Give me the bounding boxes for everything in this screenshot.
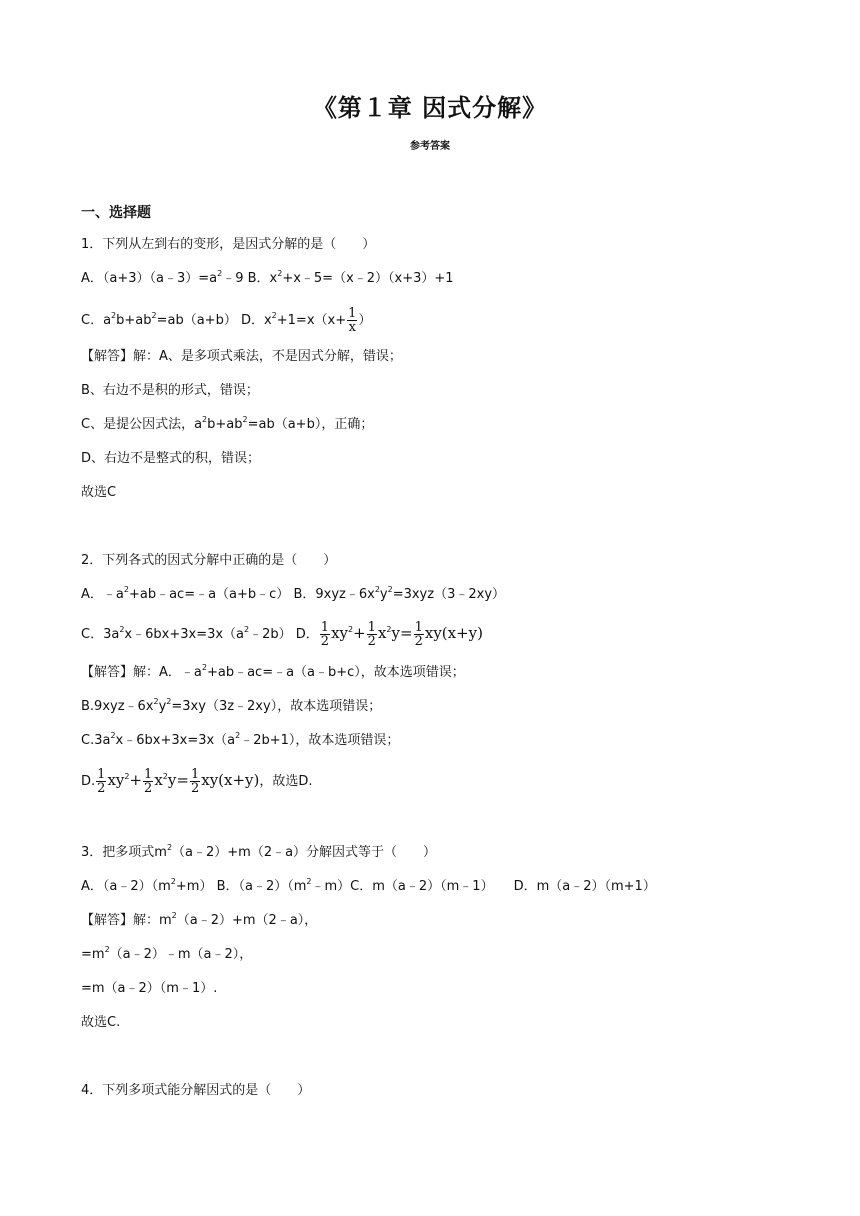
q1-options-cd: C．$a^2b+ab^2=ab(a+b)$ D．$x^2+1=x(x+$ $\frac{1}{x}$ ） [81,306,372,335]
q1-stem: 1．下列从左到右的变形，是因式分解的是（ ） [81,237,376,252]
fraction: $\frac{1}{2}$ [320,620,330,649]
fraction: $\frac{1}{2}$ [367,620,376,649]
page-subtitle: 参考答案 [410,141,450,152]
q1-answer-b: B、右边不是积的形式，错误； [81,383,259,398]
q3-answer-2: $=m^2(a﹣2)﹣m(a﹣2)$， [81,945,253,962]
q3-answer-3: =m（a﹣2）（m﹣1）. [81,981,218,996]
q1-answer-a: 【解答】解：A、是多项式乘法，不是因式分解，错误； [81,349,402,364]
q1-answer-d: D、右边不是整式的积，错误； [81,451,261,466]
section-heading: 一、选择题 [81,205,151,221]
q3-answer-1: 【解答】解：$m^2(a﹣2)+m(2﹣a)$， [81,911,318,928]
q2-options-ab: A．$﹣a^2+ab﹣ac=﹣a(a+b﹣c)$ B．$9xyz﹣6x^2y^2=3xyz(3﹣2xy)$ [81,585,506,602]
q2-answer-a: 【解答】解：A．$﹣a^2+ab﹣ac=﹣a(a﹣b+c)$，故本选项错误； [81,663,465,680]
fraction: $\frac{1}{2}$ [414,620,423,649]
q1-answer-c: C、是提公因式法，$a^2b+ab^2=ab(a+b)$，正确； [81,415,374,432]
q2-answer-d: D. $\frac{1}{2}$ $xy^2+$ $\frac{1}{2}$ $x^2y=$ $\frac{1}{2}$ xy(x+y)，故选D. [81,767,313,796]
fraction: $\frac{1}{2}$ [97,767,106,796]
q2-stem: 2．下列各式的因式分解中正确的是（ ） [81,553,337,568]
q3-options: A．$(a﹣2)(m^2+m)$ B．$(a﹣2)(m^2﹣m)C$．m（a﹣2）（m﹣1） D．m（a﹣2）（m+1） [81,877,656,894]
q2-answer-b: $B.9xyz﹣6x^2y^2=3xy(3z﹣2xy)$，故本选项错误； [81,697,382,714]
q4-stem: 4．下列多项式能分解因式的是（ ） [81,1083,311,1098]
q1-options-ab: A．$(a+3)(a﹣3)=a^2﹣9$ B．$x^2+x﹣5=(x﹣2)(x+3)+1$ [81,269,454,286]
q3-stem: 3．把多项式$m^2(a﹣2)+m(2﹣a)$分解因式等于（ ） [81,843,437,860]
fraction: $\frac{1}{2}$ [190,767,200,796]
q2-options-cd: C．$3a^2x﹣6bx+3x=3x(a^2﹣2b)$ D． $\frac{1}{2}$ $xy^2+$ $\frac{1}{2}$ $x^2y=$ $\frac{1}{2}$ xy(x+y) [81,620,483,649]
fraction: $\frac{1}{2}$ [144,767,153,796]
q1-answer-choice: 故选C [81,485,117,500]
q2-answer-c: $C.3a^2x﹣6bx+3x=3x(a^2﹣2b+1)$，故本选项错误； [81,731,400,748]
page-title: 《第１章 因式分解》 [312,94,548,122]
fraction: $\frac{1}{x}$ [348,306,357,335]
q3-answer-choice: 故选C. [81,1015,121,1030]
